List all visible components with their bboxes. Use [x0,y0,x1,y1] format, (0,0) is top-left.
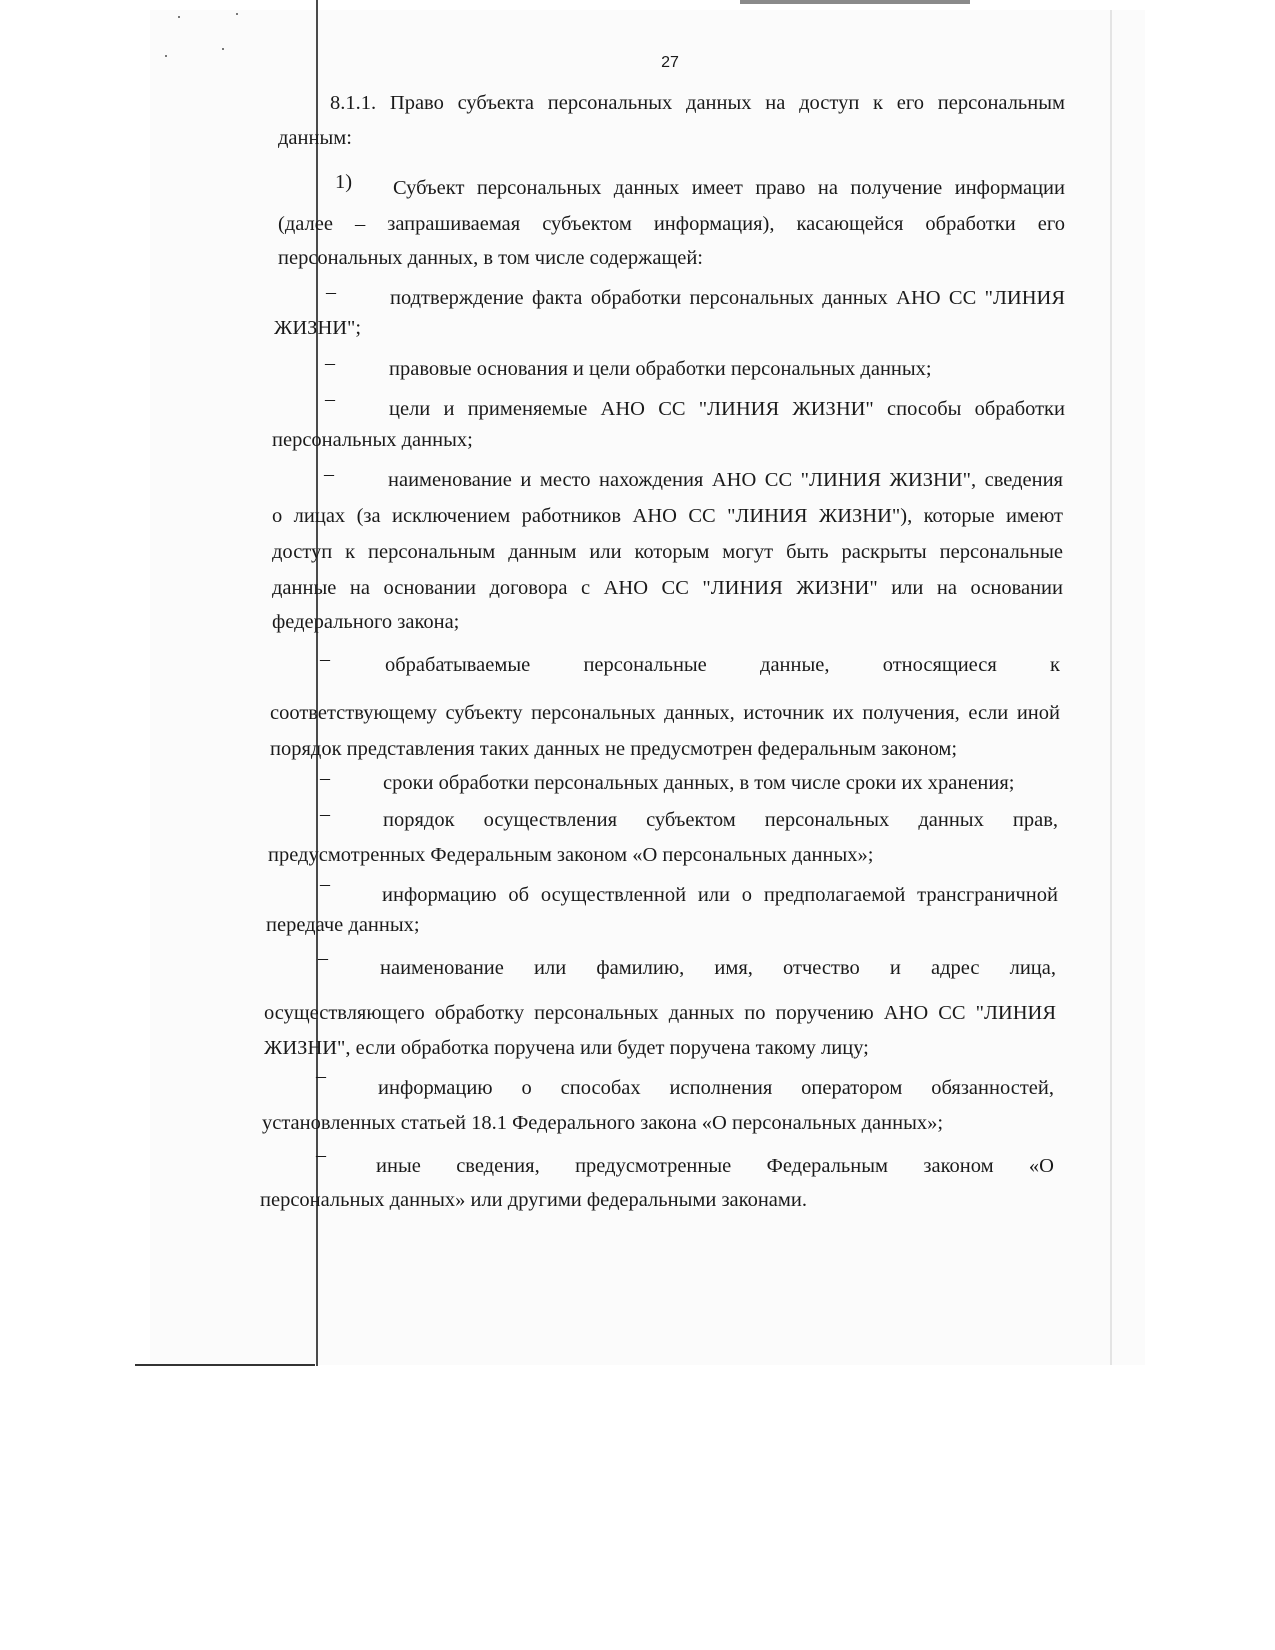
bullet-dash: – [320,873,330,895]
section-heading-line: данным: [278,127,352,149]
scan-speck [222,48,224,50]
section-heading-line: 8.1.1. Право субъекта персональных данных на доступ к его персональным [330,92,1065,114]
item-text-line: Субъект персональных данных имеет право на получение информации [393,177,1065,199]
bullet-text-line: иные сведения, предусмотренные Федеральным законом «О [376,1155,1054,1177]
scan-shadow [740,0,970,4]
bullet-dash: – [318,947,328,969]
bullet-dash: – [324,463,334,485]
bullet-text-line: наименование и место нахождения АНО СС "ЛИНИЯ ЖИЗНИ", сведения [388,469,1063,491]
bullet-text-line: предусмотренных Федеральным законом «О персональных данных»; [268,844,874,866]
bullet-dash: – [316,1144,326,1166]
bullet-text-line: доступ к персональным данным или которым могут быть раскрыты персональные [272,541,1063,563]
bullet-dash: – [320,803,330,825]
bullet-text-line: ЖИЗНИ"; [274,317,362,339]
bullet-dash: – [325,388,335,410]
sheet-edge [1110,10,1112,1365]
scan-speck [165,55,167,57]
bullet-text-line: подтверждение факта обработки персональных данных АНО СС "ЛИНИЯ [390,287,1065,309]
bullet-text-line: персональных данных; [272,429,473,451]
bullet-text-line: цели и применяемые АНО СС "ЛИНИЯ ЖИЗНИ" способы обработки [389,398,1065,420]
bullet-text-line: установленных статьей 18.1 Федерального закона «О персональных данных»; [262,1112,944,1134]
bullet-text-line: федерального закона; [272,611,460,633]
item-number: 1) [335,171,353,193]
scan-speck [236,13,238,15]
bullet-text-line: порядок представления таких данных не предусмотрен федеральным законом; [270,738,958,760]
bullet-text-line: персональных данных» или другими федеральными законами. [260,1189,807,1211]
bullet-text-line: о лицах (за исключением работников АНО СС "ЛИНИЯ ЖИЗНИ"), которые имеют [272,505,1063,527]
sheet-bottom-edge [135,1364,315,1366]
bullet-text-line: порядок осуществления субъектом персональных данных прав, [383,809,1058,831]
bullet-dash: – [326,281,336,303]
bullet-text-line: информацию об осуществленной или о предполагаемой трансграничной [382,884,1058,906]
bullet-text-line: обрабатываемые персональные данные, относящиеся к [385,654,1060,676]
bullet-text-line: информацию о способах исполнения оператором обязанностей, [378,1077,1054,1099]
bullet-dash: – [320,767,330,789]
scan-speck [178,16,180,18]
bullet-text-line: правовые основания и цели обработки персональных данных; [389,358,932,380]
bullet-text-line: ЖИЗНИ", если обработка поручена или будет поручена такому лицу; [264,1037,869,1059]
bullet-text-line: данные на основании договора с АНО СС "ЛИНИЯ ЖИЗНИ" или на основании [272,577,1063,599]
bullet-dash: – [320,648,330,670]
bullet-dash: – [316,1065,326,1087]
item-text-line: персональных данных, в том числе содержащей: [278,247,703,269]
bullet-text-line: сроки обработки персональных данных, в том числе сроки их хранения; [383,772,1015,794]
bullet-dash: – [325,352,335,374]
bullet-text-line: передаче данных; [266,914,420,936]
bullet-text-line: наименование или фамилию, имя, отчество и адрес лица, [380,957,1056,979]
bullet-text-line: осуществляющего обработку персональных данных по поручению АНО СС "ЛИНИЯ [264,1002,1056,1024]
bullet-text-line: соответствующему субъекту персональных данных, источник их получения, если иной [270,702,1060,724]
page-number: 27 [661,54,679,71]
item-text-line: (далее – запрашиваемая субъектом информация), касающейся обработки его [278,213,1065,235]
